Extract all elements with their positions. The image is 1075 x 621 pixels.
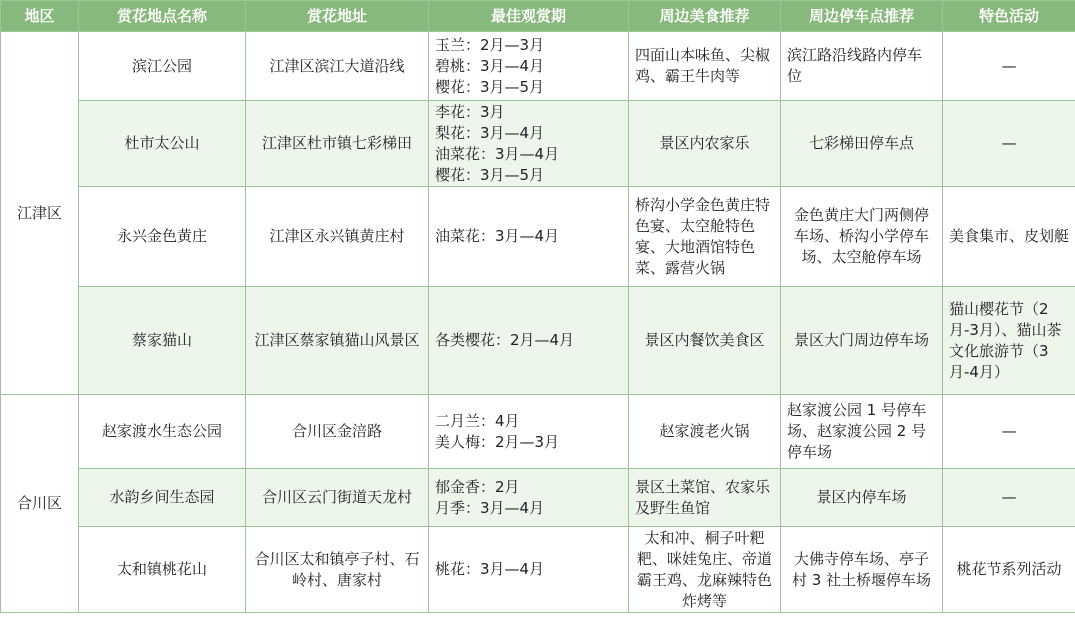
site-name-cell: 赵家渡水生态公园 (79, 395, 246, 469)
period-line: 梨花：3月—4月 (435, 123, 545, 142)
address-cell: 合川区金涪路 (246, 395, 429, 469)
site-name-cell: 永兴金色黄庄 (79, 187, 246, 287)
address-cell: 合川区太和镇亭子村、石岭村、唐家村 (246, 527, 429, 613)
activity-cell: — (943, 101, 1075, 187)
table-row (1, 287, 1075, 395)
period-line: 二月兰：4月 (435, 411, 520, 430)
table-row (1, 101, 1075, 187)
table-row (1, 469, 1075, 527)
site-name-cell: 太和镇桃花山 (79, 527, 246, 613)
period-line: 樱花：3月—5月 (435, 77, 545, 96)
header-address: 赏花地址 (246, 1, 429, 32)
address-cell: 江津区杜市镇七彩梯田 (246, 101, 429, 187)
address-cell: 合川区云门街道天龙村 (246, 469, 429, 527)
parking-cell: 赵家渡公园 1 号停车场、赵家渡公园 2 号停车场 (781, 395, 943, 469)
food-cell: 景区土菜馆、农家乐及野生鱼馆 (629, 469, 781, 527)
period-line: 美人梅：2月—3月 (435, 432, 560, 451)
header-site-name: 赏花地点名称 (79, 1, 246, 32)
table-row (1, 527, 1075, 613)
parking-cell: 滨江路沿线路内停车位 (781, 32, 943, 101)
food-cell: 赵家渡老火锅 (629, 395, 781, 469)
activity-cell: 桃花节系列活动 (943, 527, 1075, 613)
period-cell (429, 527, 629, 613)
period-line: 碧桃：3月—4月 (435, 56, 545, 75)
header-row (1, 1, 1075, 32)
address-cell: 江津区滨江大道沿线 (246, 32, 429, 101)
food-cell: 桥沟小学金色黄庄特色宴、太空舱特色宴、大地酒馆特色菜、露营火锅 (629, 187, 781, 287)
period-line: 油菜花：3月—4月 (435, 227, 560, 245)
period-line: 郁金香：2月 (435, 477, 520, 496)
activity-cell: — (943, 469, 1075, 527)
parking-cell: 景区内停车场 (781, 469, 943, 527)
period-line: 李花：3月 (435, 102, 505, 121)
activity-cell: 美食集市、皮划艇 (943, 187, 1075, 287)
parking-cell: 景区大门周边停车场 (781, 287, 943, 395)
period-cell (429, 287, 629, 395)
period-line: 各类樱花：2月—4月 (435, 331, 575, 349)
parking-cell: 大佛寺停车场、亭子村 3 社土桥堰停车场 (781, 527, 943, 613)
header-parking: 周边停车点推荐 (781, 1, 943, 32)
activity-cell: — (943, 395, 1075, 469)
period-cell (429, 101, 629, 187)
period-line: 月季：3月—4月 (435, 498, 545, 517)
period-cell (429, 187, 629, 287)
food-cell: 太和冲、桐子叶粑粑、咪娃兔庄、帝道霸王鸡、龙麻辣特色炸烤等 (629, 527, 781, 613)
table-row (1, 32, 1075, 101)
site-name-cell: 杜市太公山 (79, 101, 246, 187)
period-line: 桃花：3月—4月 (435, 560, 545, 578)
food-cell: 景区内餐饮美食区 (629, 287, 781, 395)
site-name-cell: 水韵乡间生态园 (79, 469, 246, 527)
address-cell: 江津区永兴镇黄庄村 (246, 187, 429, 287)
table-row (1, 187, 1075, 287)
site-name-cell: 滨江公园 (79, 32, 246, 101)
header-activity: 特色活动 (943, 1, 1075, 32)
site-name-cell: 蔡家猫山 (79, 287, 246, 395)
period-cell (429, 32, 629, 101)
period-line: 油菜花：3月—4月 (435, 144, 560, 163)
period-line: 樱花：3月—5月 (435, 165, 545, 184)
header-best-period: 最佳观赏期 (429, 1, 629, 32)
activity-cell: — (943, 32, 1075, 101)
header-food: 周边美食推荐 (629, 1, 781, 32)
food-cell: 景区内农家乐 (629, 101, 781, 187)
district-cell: 合川区 (1, 395, 79, 613)
period-cell (429, 469, 629, 527)
parking-cell: 金色黄庄大门两侧停车场、桥沟小学停车场、太空舱停车场 (781, 187, 943, 287)
table-row (1, 395, 1075, 469)
address-cell: 江津区蔡家镇猫山风景区 (246, 287, 429, 395)
activity-cell: 猫山樱花节（2月-3月）、猫山茶文化旅游节（3月-4月） (943, 287, 1075, 395)
parking-cell: 七彩梯田停车点 (781, 101, 943, 187)
food-cell: 四面山本味鱼、尖椒鸡、霸王牛肉等 (629, 32, 781, 101)
header-district: 地区 (1, 1, 79, 32)
period-line: 玉兰：2月—3月 (435, 35, 545, 54)
period-cell (429, 395, 629, 469)
district-cell: 江津区 (1, 32, 79, 395)
